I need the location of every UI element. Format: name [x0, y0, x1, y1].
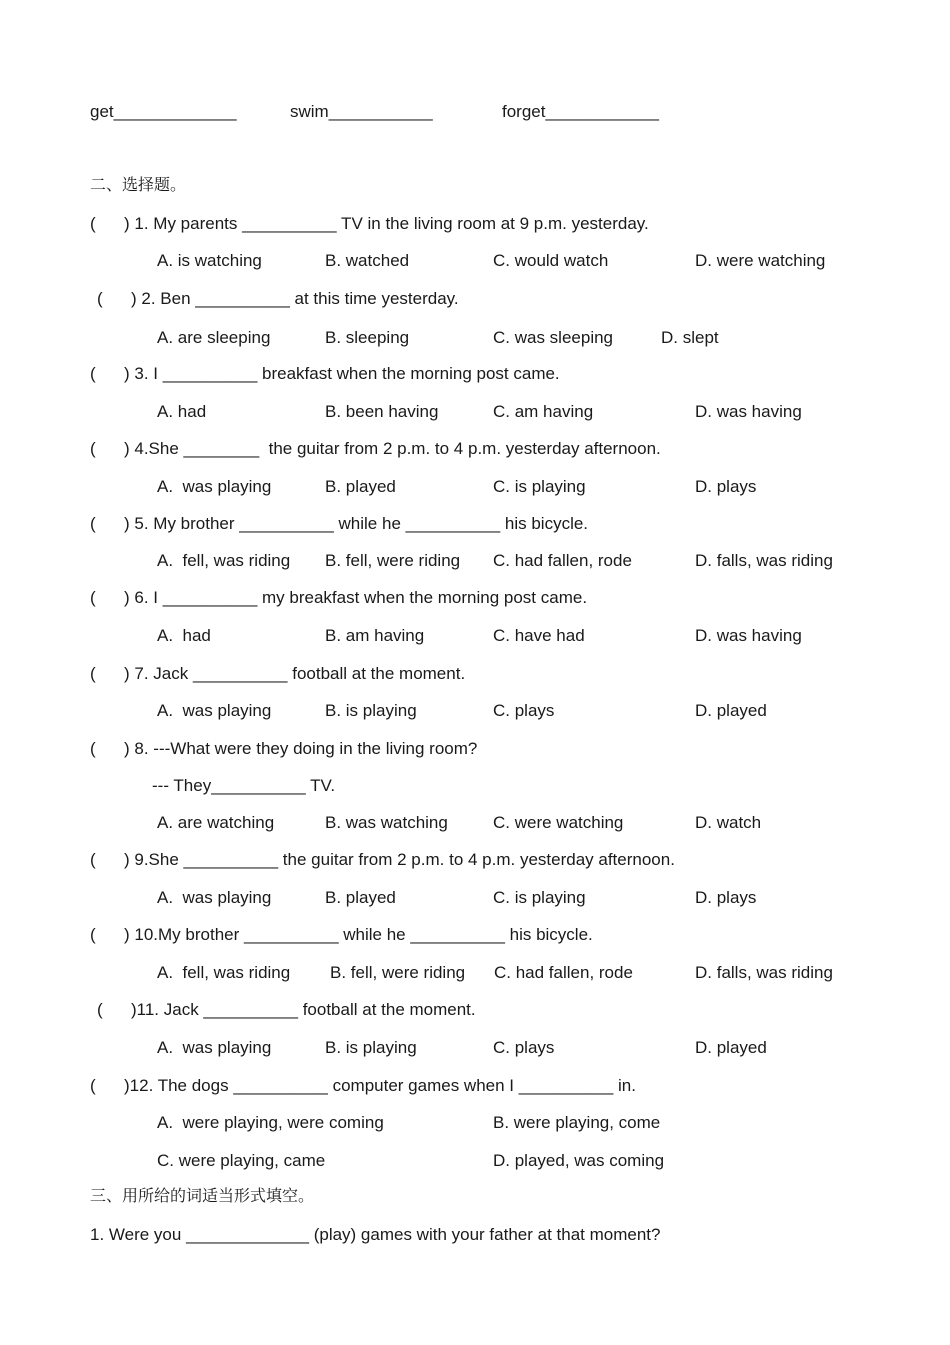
- question-11-option-d: D. played: [695, 1038, 767, 1057]
- question-12-option-d: D. played, was coming: [493, 1151, 665, 1170]
- question-8-stem: ( ) 8. ---What were they doing in the living room?: [90, 739, 478, 758]
- question-12-option-b: B. were playing, come: [493, 1113, 661, 1132]
- blank-get: get_____________: [90, 102, 237, 121]
- question-10-stem: ( ) 10.My brother __________ while he __________ his bicycle.: [90, 925, 593, 944]
- question-1-stem: ( ) 1. My parents __________ TV in the living room at 9 p.m. yesterday.: [90, 214, 649, 233]
- question-12-stem: ( )12. The dogs __________ computer games when I __________ in.: [90, 1076, 636, 1095]
- question-10-option-c: C. had fallen, rode: [494, 963, 633, 982]
- question-4-option-d: D. plays: [695, 477, 757, 496]
- question-8-sub: --- They__________ TV.: [152, 776, 336, 795]
- question-9-stem: ( ) 9.She __________ the guitar from 2 p.m. to 4 p.m. yesterday afternoon.: [90, 850, 675, 869]
- question-2-option-d: D. slept: [661, 328, 719, 347]
- question-1-option-b: B. watched: [325, 251, 410, 270]
- question-8-option-b: B. was watching: [325, 813, 448, 832]
- section3-item-1: 1. Were you _____________ (play) games with your father at that moment?: [90, 1225, 661, 1244]
- question-8-option-d: D. watch: [695, 813, 762, 832]
- question-6-option-d: D. was having: [695, 626, 802, 645]
- question-1-option-a: A. is watching: [157, 251, 262, 270]
- question-6-option-a: A. had: [157, 626, 211, 645]
- section2-title: 二、选择题。: [90, 175, 187, 194]
- question-8-option-a: A. are watching: [157, 813, 275, 832]
- question-5-stem: ( ) 5. My brother __________ while he __________ his bicycle.: [90, 514, 589, 533]
- question-7-option-d: D. played: [695, 701, 767, 720]
- question-2-option-a: A. are sleeping: [157, 328, 271, 347]
- question-10-option-a: A. fell, was riding: [157, 963, 291, 982]
- question-4-option-a: A. was playing: [157, 477, 272, 496]
- question-10-option-b: B. fell, were riding: [330, 963, 466, 982]
- question-1-option-c: C. would watch: [493, 251, 609, 270]
- question-6-option-c: C. have had: [493, 626, 585, 645]
- question-12-option-a: A. were playing, were coming: [157, 1113, 384, 1132]
- question-2-option-b: B. sleeping: [325, 328, 410, 347]
- question-7-stem: ( ) 7. Jack __________ football at the moment.: [90, 664, 466, 683]
- question-8-option-c: C. were watching: [493, 813, 624, 832]
- question-7-option-b: B. is playing: [325, 701, 417, 720]
- question-7-option-a: A. was playing: [157, 701, 272, 720]
- question-11-option-b: B. is playing: [325, 1038, 417, 1057]
- question-9-option-a: A. was playing: [157, 888, 272, 907]
- question-6-option-b: B. am having: [325, 626, 425, 645]
- question-5-option-d: D. falls, was riding: [695, 551, 833, 570]
- question-3-option-b: B. been having: [325, 402, 439, 421]
- question-11-option-a: A. was playing: [157, 1038, 272, 1057]
- question-3-stem: ( ) 3. I __________ breakfast when the morning post came.: [90, 364, 560, 383]
- question-5-option-c: C. had fallen, rode: [493, 551, 632, 570]
- question-9-option-c: C. is playing: [493, 888, 586, 907]
- question-5-option-a: A. fell, was riding: [157, 551, 291, 570]
- question-2-stem: ( ) 2. Ben __________ at this time yesterday.: [97, 289, 459, 308]
- question-12-option-c: C. were playing, came: [157, 1151, 326, 1170]
- question-3-option-a: A. had: [157, 402, 207, 421]
- question-9-option-b: B. played: [325, 888, 396, 907]
- question-2-option-c: C. was sleeping: [493, 328, 614, 347]
- question-3-option-d: D. was having: [695, 402, 802, 421]
- question-7-option-c: C. plays: [493, 701, 555, 720]
- question-4-option-c: C. is playing: [493, 477, 586, 496]
- question-4-option-b: B. played: [325, 477, 396, 496]
- question-1-option-d: D. were watching: [695, 251, 826, 270]
- blank-swim: swim___________: [290, 102, 433, 121]
- question-11-option-c: C. plays: [493, 1038, 555, 1057]
- question-3-option-c: C. am having: [493, 402, 594, 421]
- question-4-stem: ( ) 4.She ________ the guitar from 2 p.m. to 4 p.m. yesterday afternoon.: [90, 439, 661, 458]
- question-5-option-b: B. fell, were riding: [325, 551, 461, 570]
- blank-forget: forget____________: [502, 102, 659, 121]
- section3-title: 三、用所给的词适当形式填空。: [90, 1186, 315, 1205]
- question-6-stem: ( ) 6. I __________ my breakfast when the morning post came.: [90, 588, 588, 607]
- question-10-option-d: D. falls, was riding: [695, 963, 833, 982]
- question-11-stem: ( )11. Jack __________ football at the moment.: [97, 1000, 476, 1019]
- question-9-option-d: D. plays: [695, 888, 757, 907]
